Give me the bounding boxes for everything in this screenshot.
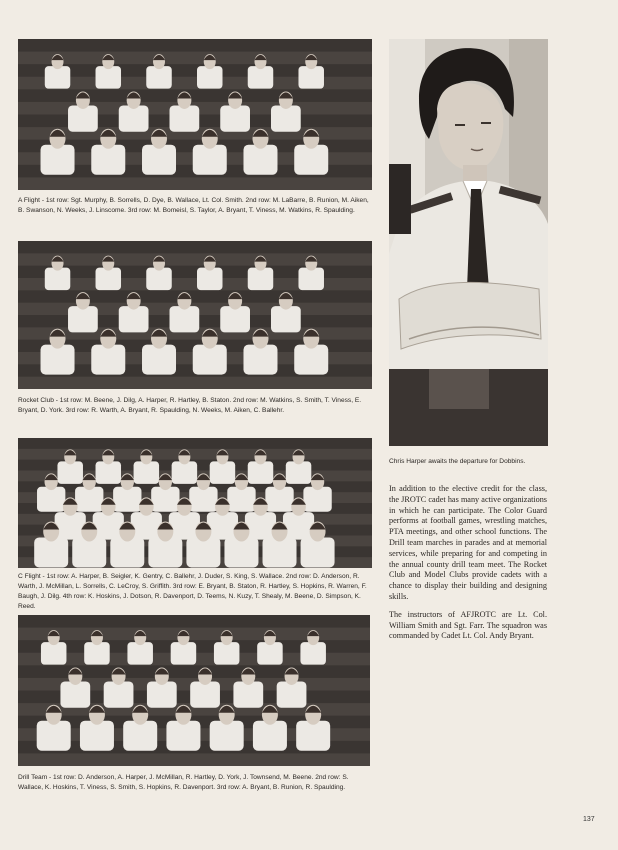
drill-team-caption: Drill Team - 1st row: D. Anderson, A. Harper, J. McMillan, R. Hartley, D. York, J. Townsend, M. Beene. 2nd row: S. Wallace, K. Hoskins, T. Viness, S. Smith, S. Hopkins, R. Davenport. 3rd row: A. Bryant, B. Runion, R. Spaulding.	[18, 774, 349, 791]
page-number: 137	[583, 816, 595, 823]
a-flight-caption: A Flight - 1st row: Sgt. Murphy, B. Sorrells, D. Dye, B. Wallace, Lt. Col. Smith. 2nd row: M. LaBarre, B. Runion, M. Aiken, B. Swanson, N. Weeks, J. Linscome. 3rd row: M. Bomeisl, S. Taylor, A. Bryant, T. Viness, M. Watkins, R. Spaulding.	[18, 197, 369, 214]
article-body	[389, 484, 547, 649]
c-flight-caption: C Flight - 1st row: A. Harper, B. Seigler, K. Gentry, C. Ballehr, J. Duder, S. King, S. Wallace. 2nd row: D. Anderson, R. Warth, J. McMillan, L. Sorrells, C. LeCroy, S. Griffith. 3rd row: E. Bryant, B. Staton, R. Hartley, S. Hopkins, R. Warren, F. Baugh, J. Dilg. 4th row: K. Hoskins, J. Dotson, R. Davenport, D. Teems, N. Kuzy, T. Shealy, M. Beene, D. Simpson, K. Reed.	[18, 573, 367, 610]
c-flight-photo	[18, 438, 372, 568]
drill-team-photo	[18, 615, 370, 766]
rocket-club-photo	[18, 241, 372, 389]
group-photo-illustration	[18, 438, 372, 568]
paragraph-2: The instructors of AFJROTC are Lt. Col. William Smith and Sgt. Farr. The squadron was commanded by Cadet Lt. Col. Andy Bryant.	[389, 609, 547, 641]
portrait-caption: Chris Harper awaits the departure for Dobbins.	[389, 458, 526, 465]
paragraph-1: In addition to the elective credit for the class, the JROTC cadet has many active organizations in which he can participate. The Color Guard performs at football games, wrestling matches, PTA meetings, and other school functions. The Drill team marches in parades and at memorial services, while preparing for and competing in the annual county drill team meet. The Rocket Club and Model Clubs provide cadets with a chance to display their building and designing skills.	[389, 484, 547, 601]
portrait-illustration	[389, 39, 548, 446]
group-photo-illustration	[18, 241, 372, 389]
group-photo-illustration	[18, 615, 370, 766]
group-photo-illustration	[18, 39, 372, 190]
rocket-club-caption: Rocket Club - 1st row: M. Beene, J. Dilg, A. Harper, R. Hartley, B. Staton. 2nd row: M. Watkins, S. Smith, T. Viness, E. Bryant, D. York. 3rd row: R. Warth, A. Bryant, R. Spaulding, N. Weeks, M. Aiken, C. Ballehr.	[18, 397, 362, 414]
portrait-photo	[389, 39, 548, 446]
a-flight-photo	[18, 39, 372, 190]
